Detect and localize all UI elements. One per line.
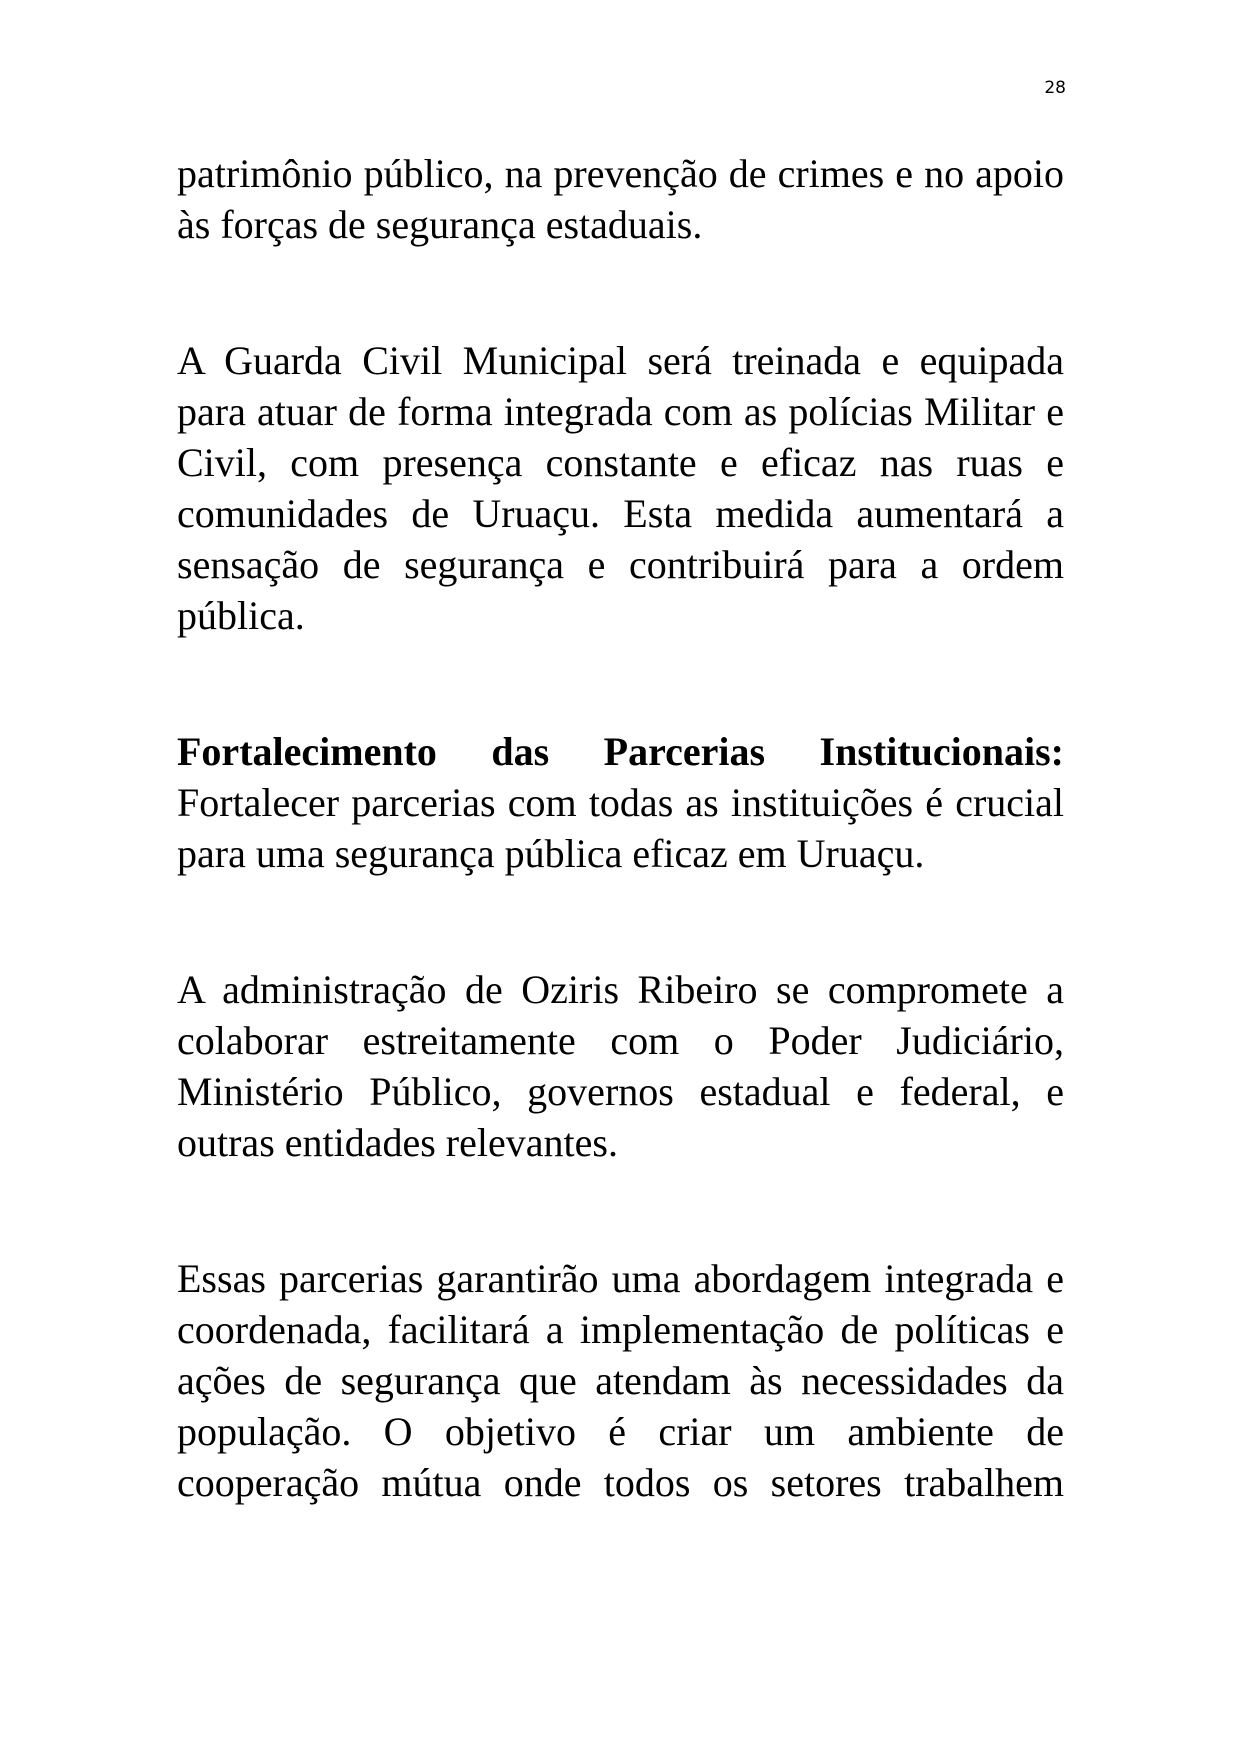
paragraph-1: patrimônio público, na prevenção de crimes e no apoio às forças de segurança estaduais. (177, 151, 1064, 247)
paragraph-2: A Guarda Civil Municipal será treinada e equipada para atuar de forma integrada com as polícias Militar e Civil, com presença constante e eficaz nas ruas e comunidades de Uruaçu. Esta medida aumentará a sensação de segurança e contribuirá para a ordem pública. (177, 338, 1064, 638)
page-number: 28 (1044, 78, 1066, 98)
paragraph-5: Essas parcerias garantirão uma abordagem integrada e coordenada, facilitará a implementação de políticas e ações de segurança que atendam às necessidades da população. O objetivo é criar um ambiente de cooperação mútua onde todos os setores trabalhem (177, 1256, 1064, 1505)
section-heading: Fortalecimento das Parcerias Institucionais: (177, 729, 1064, 774)
paragraph-3-body: Fortalecer parcerias com todas as instituições é crucial para uma segurança pública eficaz em Uruaçu. (177, 780, 1064, 876)
paragraph-4: A administração de Oziris Ribeiro se compromete a colaborar estreitamente com o Poder Judiciário, Ministério Público, governos estadual e federal, e outras entidades relevantes. (177, 967, 1064, 1165)
page-body (177, 148, 1064, 1508)
paragraph-3 (177, 726, 1064, 879)
